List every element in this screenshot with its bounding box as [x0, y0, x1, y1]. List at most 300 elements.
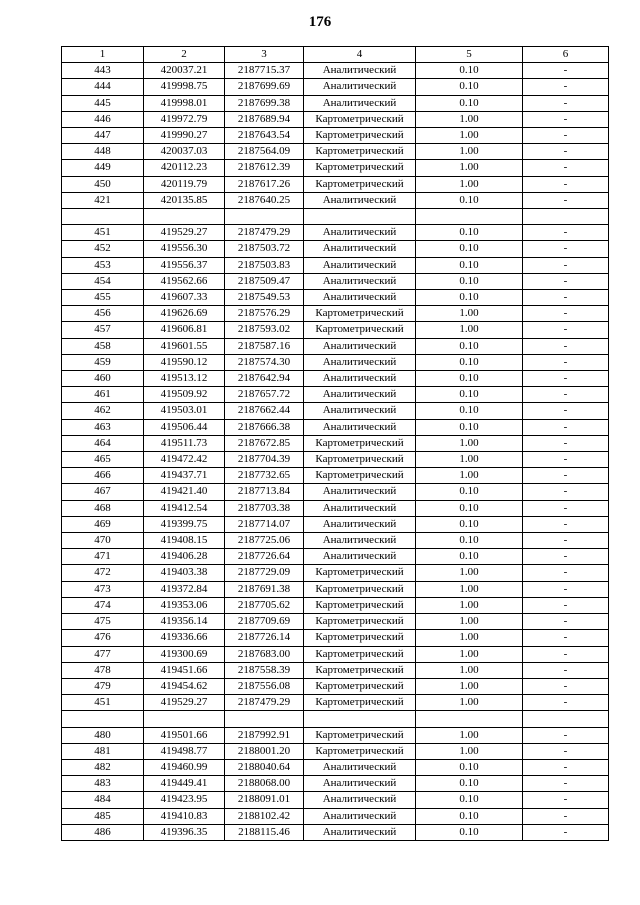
- table-row: [62, 257, 609, 273]
- x-coordinate-cell: [144, 209, 225, 225]
- method-cell: Аналитический: [304, 371, 416, 387]
- method-cell: Картометрический: [304, 630, 416, 646]
- point-number-cell: [62, 711, 144, 727]
- note-cell: -: [523, 419, 609, 435]
- method-cell: Аналитический: [304, 257, 416, 273]
- method-cell: Картометрический: [304, 678, 416, 694]
- point-number-cell: 451: [62, 225, 144, 241]
- method-cell: Аналитический: [304, 225, 416, 241]
- x-coordinate-cell: 419562.66: [144, 273, 225, 289]
- y-coordinate-cell: 2187643.54: [225, 128, 304, 144]
- table-row: [62, 678, 609, 694]
- point-number-cell: 466: [62, 468, 144, 484]
- table-row: [62, 95, 609, 111]
- note-cell: -: [523, 435, 609, 451]
- point-number-cell: 454: [62, 273, 144, 289]
- point-number-cell: 469: [62, 516, 144, 532]
- accuracy-cell: 1.00: [416, 111, 523, 127]
- note-cell: -: [523, 144, 609, 160]
- accuracy-cell: 1.00: [416, 128, 523, 144]
- note-cell: -: [523, 257, 609, 273]
- method-cell: Картометрический: [304, 111, 416, 127]
- table-row: [62, 160, 609, 176]
- x-coordinate-cell: 419556.30: [144, 241, 225, 257]
- point-number-cell: 458: [62, 338, 144, 354]
- accuracy-cell: 0.10: [416, 792, 523, 808]
- point-number-cell: 445: [62, 95, 144, 111]
- table-row: [62, 695, 609, 711]
- y-coordinate-cell: 2187732.65: [225, 468, 304, 484]
- point-number-cell: 456: [62, 306, 144, 322]
- y-coordinate-cell: 2187726.14: [225, 630, 304, 646]
- x-coordinate-cell: 419412.54: [144, 500, 225, 516]
- point-number-cell: 450: [62, 176, 144, 192]
- method-cell: Картометрический: [304, 727, 416, 743]
- method-cell: Картометрический: [304, 468, 416, 484]
- accuracy-cell: 0.10: [416, 549, 523, 565]
- method-cell: Аналитический: [304, 776, 416, 792]
- y-coordinate-cell: 2188091.01: [225, 792, 304, 808]
- x-coordinate-cell: 419437.71: [144, 468, 225, 484]
- table-row: [62, 565, 609, 581]
- accuracy-cell: 0.10: [416, 387, 523, 403]
- y-coordinate-cell: 2187503.83: [225, 257, 304, 273]
- method-cell: Аналитический: [304, 484, 416, 500]
- note-cell: -: [523, 597, 609, 613]
- table-row: [62, 435, 609, 451]
- x-coordinate-cell: 419423.95: [144, 792, 225, 808]
- accuracy-cell: 0.10: [416, 808, 523, 824]
- accuracy-cell: 0.10: [416, 79, 523, 95]
- note-cell: -: [523, 225, 609, 241]
- table-row: [62, 144, 609, 160]
- y-coordinate-cell: 2187564.09: [225, 144, 304, 160]
- note-cell: -: [523, 306, 609, 322]
- header-cell-2: 2: [144, 47, 225, 63]
- table-row: [62, 581, 609, 597]
- point-number-cell: 446: [62, 111, 144, 127]
- y-coordinate-cell: 2187642.94: [225, 371, 304, 387]
- table-row: [62, 630, 609, 646]
- accuracy-cell: 0.10: [416, 192, 523, 208]
- y-coordinate-cell: 2187509.47: [225, 273, 304, 289]
- page-number: 176: [308, 14, 332, 30]
- method-cell: Аналитический: [304, 387, 416, 403]
- method-cell: Аналитический: [304, 354, 416, 370]
- method-cell: Картометрический: [304, 743, 416, 759]
- table-row: [62, 468, 609, 484]
- accuracy-cell: 1.00: [416, 597, 523, 613]
- y-coordinate-cell: 2187612.39: [225, 160, 304, 176]
- note-cell: -: [523, 63, 609, 79]
- x-coordinate-cell: 419601.55: [144, 338, 225, 354]
- accuracy-cell: 1.00: [416, 144, 523, 160]
- x-coordinate-cell: 419998.01: [144, 95, 225, 111]
- table-row: [62, 646, 609, 662]
- point-number-cell: 476: [62, 630, 144, 646]
- note-cell: [523, 209, 609, 225]
- accuracy-cell: 0.10: [416, 484, 523, 500]
- note-cell: -: [523, 824, 609, 840]
- x-coordinate-cell: 419353.06: [144, 597, 225, 613]
- accuracy-cell: 1.00: [416, 322, 523, 338]
- note-cell: -: [523, 808, 609, 824]
- method-cell: Аналитический: [304, 516, 416, 532]
- accuracy-cell: 0.10: [416, 354, 523, 370]
- x-coordinate-cell: 419529.27: [144, 225, 225, 241]
- note-cell: -: [523, 727, 609, 743]
- accuracy-cell: 0.10: [416, 290, 523, 306]
- method-cell: Аналитический: [304, 273, 416, 289]
- accuracy-cell: 0.10: [416, 257, 523, 273]
- method-cell: Картометрический: [304, 452, 416, 468]
- point-number-cell: 484: [62, 792, 144, 808]
- accuracy-cell: 0.10: [416, 338, 523, 354]
- note-cell: -: [523, 549, 609, 565]
- x-coordinate-cell: 419396.35: [144, 824, 225, 840]
- note-cell: -: [523, 565, 609, 581]
- note-cell: -: [523, 792, 609, 808]
- y-coordinate-cell: [225, 209, 304, 225]
- table-row: [62, 419, 609, 435]
- note-cell: -: [523, 468, 609, 484]
- accuracy-cell: 1.00: [416, 614, 523, 630]
- note-cell: -: [523, 128, 609, 144]
- point-number-cell: 465: [62, 452, 144, 468]
- y-coordinate-cell: 2187699.69: [225, 79, 304, 95]
- y-coordinate-cell: 2187992.91: [225, 727, 304, 743]
- table-row: [62, 306, 609, 322]
- x-coordinate-cell: 419410.83: [144, 808, 225, 824]
- header-cell-6: 6: [523, 47, 609, 63]
- y-coordinate-cell: 2187683.00: [225, 646, 304, 662]
- point-number-cell: 475: [62, 614, 144, 630]
- method-cell: [304, 209, 416, 225]
- accuracy-cell: 0.10: [416, 225, 523, 241]
- accuracy-cell: 0.10: [416, 500, 523, 516]
- table-row: [62, 128, 609, 144]
- method-cell: Аналитический: [304, 549, 416, 565]
- table-row: [62, 711, 609, 727]
- table-row: [62, 209, 609, 225]
- x-coordinate-cell: 419372.84: [144, 581, 225, 597]
- note-cell: -: [523, 176, 609, 192]
- x-coordinate-cell: 419513.12: [144, 371, 225, 387]
- accuracy-cell: 0.10: [416, 371, 523, 387]
- point-number-cell: 470: [62, 533, 144, 549]
- note-cell: -: [523, 111, 609, 127]
- method-cell: Аналитический: [304, 533, 416, 549]
- x-coordinate-cell: 419606.81: [144, 322, 225, 338]
- method-cell: Аналитический: [304, 241, 416, 257]
- accuracy-cell: 1.00: [416, 581, 523, 597]
- x-coordinate-cell: 419998.75: [144, 79, 225, 95]
- x-coordinate-cell: 419509.92: [144, 387, 225, 403]
- table-row: [62, 387, 609, 403]
- note-cell: -: [523, 581, 609, 597]
- point-number-cell: 453: [62, 257, 144, 273]
- x-coordinate-cell: 419498.77: [144, 743, 225, 759]
- y-coordinate-cell: 2187479.29: [225, 695, 304, 711]
- point-number-cell: 452: [62, 241, 144, 257]
- accuracy-cell: 1.00: [416, 306, 523, 322]
- method-cell: Картометрический: [304, 435, 416, 451]
- x-coordinate-cell: 419972.79: [144, 111, 225, 127]
- y-coordinate-cell: 2187729.09: [225, 565, 304, 581]
- y-coordinate-cell: 2187617.26: [225, 176, 304, 192]
- note-cell: -: [523, 484, 609, 500]
- method-cell: Картометрический: [304, 662, 416, 678]
- method-cell: Аналитический: [304, 792, 416, 808]
- method-cell: Аналитический: [304, 808, 416, 824]
- x-coordinate-cell: 419607.33: [144, 290, 225, 306]
- accuracy-cell: 0.10: [416, 95, 523, 111]
- x-coordinate-cell: 419529.27: [144, 695, 225, 711]
- note-cell: -: [523, 630, 609, 646]
- table-row: [62, 225, 609, 241]
- method-cell: Картометрический: [304, 128, 416, 144]
- y-coordinate-cell: 2187666.38: [225, 419, 304, 435]
- table-row: [62, 727, 609, 743]
- table-row: [62, 484, 609, 500]
- y-coordinate-cell: 2187725.06: [225, 533, 304, 549]
- x-coordinate-cell: 419421.40: [144, 484, 225, 500]
- point-number-cell: 482: [62, 759, 144, 775]
- point-number-cell: 473: [62, 581, 144, 597]
- y-coordinate-cell: 2187558.39: [225, 662, 304, 678]
- note-cell: -: [523, 533, 609, 549]
- method-cell: Аналитический: [304, 95, 416, 111]
- accuracy-cell: 1.00: [416, 435, 523, 451]
- accuracy-cell: 0.10: [416, 824, 523, 840]
- point-number-cell: 471: [62, 549, 144, 565]
- table-row: [62, 776, 609, 792]
- table-row: [62, 371, 609, 387]
- y-coordinate-cell: 2187703.38: [225, 500, 304, 516]
- accuracy-cell: 0.10: [416, 63, 523, 79]
- method-cell: Аналитический: [304, 500, 416, 516]
- point-number-cell: 421: [62, 192, 144, 208]
- point-number-cell: 480: [62, 727, 144, 743]
- header-cell-1: 1: [62, 47, 144, 63]
- x-coordinate-cell: 419408.15: [144, 533, 225, 549]
- table-row: [62, 759, 609, 775]
- x-coordinate-cell: 419451.66: [144, 662, 225, 678]
- x-coordinate-cell: 419472.42: [144, 452, 225, 468]
- point-number-cell: 477: [62, 646, 144, 662]
- table-row: [62, 403, 609, 419]
- accuracy-cell: 1.00: [416, 646, 523, 662]
- y-coordinate-cell: 2187704.39: [225, 452, 304, 468]
- table-row: [62, 63, 609, 79]
- point-number-cell: 457: [62, 322, 144, 338]
- y-coordinate-cell: 2187657.72: [225, 387, 304, 403]
- accuracy-cell: 1.00: [416, 678, 523, 694]
- y-coordinate-cell: 2188115.46: [225, 824, 304, 840]
- accuracy-cell: 1.00: [416, 176, 523, 192]
- accuracy-cell: 1.00: [416, 452, 523, 468]
- y-coordinate-cell: 2187593.02: [225, 322, 304, 338]
- table-row: [62, 533, 609, 549]
- y-coordinate-cell: 2187503.72: [225, 241, 304, 257]
- accuracy-cell: 1.00: [416, 695, 523, 711]
- header-row: [62, 47, 609, 63]
- accuracy-cell: [416, 711, 523, 727]
- y-coordinate-cell: 2187699.38: [225, 95, 304, 111]
- y-coordinate-cell: 2188001.20: [225, 743, 304, 759]
- accuracy-cell: 1.00: [416, 630, 523, 646]
- y-coordinate-cell: 2187574.30: [225, 354, 304, 370]
- x-coordinate-cell: 419403.38: [144, 565, 225, 581]
- note-cell: -: [523, 160, 609, 176]
- table-row: [62, 79, 609, 95]
- method-cell: [304, 711, 416, 727]
- method-cell: Картометрический: [304, 176, 416, 192]
- accuracy-cell: 0.10: [416, 273, 523, 289]
- note-cell: -: [523, 403, 609, 419]
- method-cell: Картометрический: [304, 160, 416, 176]
- note-cell: -: [523, 387, 609, 403]
- method-cell: Картометрический: [304, 646, 416, 662]
- y-coordinate-cell: 2188068.00: [225, 776, 304, 792]
- note-cell: -: [523, 500, 609, 516]
- note-cell: -: [523, 354, 609, 370]
- point-number-cell: 461: [62, 387, 144, 403]
- y-coordinate-cell: 2187479.29: [225, 225, 304, 241]
- y-coordinate-cell: 2187549.53: [225, 290, 304, 306]
- point-number-cell: 455: [62, 290, 144, 306]
- x-coordinate-cell: 419503.01: [144, 403, 225, 419]
- note-cell: -: [523, 759, 609, 775]
- x-coordinate-cell: 419626.69: [144, 306, 225, 322]
- method-cell: Аналитический: [304, 79, 416, 95]
- y-coordinate-cell: 2187705.62: [225, 597, 304, 613]
- accuracy-cell: [416, 209, 523, 225]
- y-coordinate-cell: 2187709.69: [225, 614, 304, 630]
- method-cell: Картометрический: [304, 322, 416, 338]
- x-coordinate-cell: 420037.03: [144, 144, 225, 160]
- table-body: [62, 63, 609, 841]
- x-coordinate-cell: 419356.14: [144, 614, 225, 630]
- table-row: [62, 452, 609, 468]
- y-coordinate-cell: 2187691.38: [225, 581, 304, 597]
- x-coordinate-cell: 419399.75: [144, 516, 225, 532]
- x-coordinate-cell: 420119.79: [144, 176, 225, 192]
- accuracy-cell: 0.10: [416, 516, 523, 532]
- table-row: [62, 241, 609, 257]
- y-coordinate-cell: 2187640.25: [225, 192, 304, 208]
- method-cell: Картометрический: [304, 695, 416, 711]
- header-cell-4: 4: [304, 47, 416, 63]
- accuracy-cell: 0.10: [416, 759, 523, 775]
- table-row: [62, 338, 609, 354]
- note-cell: -: [523, 192, 609, 208]
- point-number-cell: [62, 209, 144, 225]
- table-row: [62, 192, 609, 208]
- table-row: [62, 500, 609, 516]
- table-row: [62, 808, 609, 824]
- point-number-cell: 479: [62, 678, 144, 694]
- accuracy-cell: 1.00: [416, 565, 523, 581]
- method-cell: Картометрический: [304, 144, 416, 160]
- method-cell: Картометрический: [304, 306, 416, 322]
- point-number-cell: 474: [62, 597, 144, 613]
- point-number-cell: 481: [62, 743, 144, 759]
- method-cell: Картометрический: [304, 614, 416, 630]
- accuracy-cell: 1.00: [416, 160, 523, 176]
- method-cell: Картометрический: [304, 565, 416, 581]
- point-number-cell: 447: [62, 128, 144, 144]
- note-cell: -: [523, 95, 609, 111]
- x-coordinate-cell: 419449.41: [144, 776, 225, 792]
- x-coordinate-cell: 419454.62: [144, 678, 225, 694]
- note-cell: -: [523, 743, 609, 759]
- point-number-cell: 443: [62, 63, 144, 79]
- note-cell: -: [523, 614, 609, 630]
- x-coordinate-cell: 419506.44: [144, 419, 225, 435]
- accuracy-cell: 1.00: [416, 743, 523, 759]
- note-cell: -: [523, 290, 609, 306]
- accuracy-cell: 0.10: [416, 419, 523, 435]
- header-cell-3: 3: [225, 47, 304, 63]
- y-coordinate-cell: 2187714.07: [225, 516, 304, 532]
- y-coordinate-cell: 2187689.94: [225, 111, 304, 127]
- table-row: [62, 176, 609, 192]
- note-cell: -: [523, 371, 609, 387]
- point-number-cell: 464: [62, 435, 144, 451]
- x-coordinate-cell: 419556.37: [144, 257, 225, 273]
- method-cell: Аналитический: [304, 192, 416, 208]
- note-cell: [523, 711, 609, 727]
- table-row: [62, 792, 609, 808]
- method-cell: Аналитический: [304, 759, 416, 775]
- table-row: [62, 743, 609, 759]
- accuracy-cell: 1.00: [416, 662, 523, 678]
- note-cell: -: [523, 338, 609, 354]
- header-cell-5: 5: [416, 47, 523, 63]
- accuracy-cell: 0.10: [416, 241, 523, 257]
- x-coordinate-cell: 419406.28: [144, 549, 225, 565]
- coordinates-table: [61, 46, 609, 841]
- table-row: [62, 273, 609, 289]
- table-row: [62, 549, 609, 565]
- table-row: [62, 354, 609, 370]
- point-number-cell: 485: [62, 808, 144, 824]
- y-coordinate-cell: 2187662.44: [225, 403, 304, 419]
- y-coordinate-cell: 2187587.16: [225, 338, 304, 354]
- note-cell: -: [523, 695, 609, 711]
- y-coordinate-cell: 2187713.84: [225, 484, 304, 500]
- table-row: [62, 322, 609, 338]
- table-row: [62, 111, 609, 127]
- method-cell: Аналитический: [304, 419, 416, 435]
- accuracy-cell: 0.10: [416, 776, 523, 792]
- point-number-cell: 449: [62, 160, 144, 176]
- x-coordinate-cell: 419460.99: [144, 759, 225, 775]
- note-cell: -: [523, 322, 609, 338]
- x-coordinate-cell: 419511.73: [144, 435, 225, 451]
- method-cell: Аналитический: [304, 290, 416, 306]
- note-cell: -: [523, 452, 609, 468]
- x-coordinate-cell: 419990.27: [144, 128, 225, 144]
- method-cell: Аналитический: [304, 338, 416, 354]
- table-row: [62, 662, 609, 678]
- x-coordinate-cell: 420112.23: [144, 160, 225, 176]
- method-cell: Картометрический: [304, 581, 416, 597]
- method-cell: Картометрический: [304, 597, 416, 613]
- note-cell: -: [523, 516, 609, 532]
- y-coordinate-cell: 2187576.29: [225, 306, 304, 322]
